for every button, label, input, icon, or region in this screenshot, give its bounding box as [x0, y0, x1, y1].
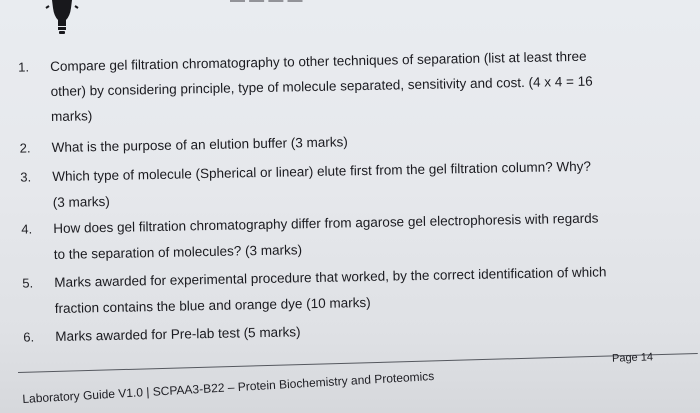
question-text-line: Which type of molecule (Spherical or linear) elute first from the gel filtration column? Why? [52, 158, 592, 185]
question-item [0, 47, 700, 125]
question-item [2, 157, 700, 211]
question-number: 3. [20, 169, 32, 185]
question-text-line: Compare gel filtration chromatography to other techniques of separation (list at least three [49, 48, 587, 75]
question-text-line: other) by considering principle, type of molecule separated, sensitivity and cost. (4 x 4 = 16 [50, 73, 593, 100]
question-text-line: fraction contains the blue and orange dye (10 marks) [54, 294, 371, 316]
question-item [2, 128, 700, 156]
footer-course-title: Laboratory Guide V1.0 | SCPAA3-B22 – Protein Biochemistry and Proteomics [22, 368, 435, 406]
lightbulb-icon [44, 0, 80, 36]
question-number: 1. [17, 59, 30, 75]
partial-heading: — — — — [230, 0, 303, 9]
question-item [3, 209, 700, 263]
question-text-line: Marks awarded for experimental procedure that worked, by the correct identification of which [54, 264, 607, 290]
question-text-line: (3 marks) [52, 193, 110, 211]
question-number: 4. [21, 221, 33, 237]
question-text-line: Marks awarded for Pre-lab test (5 marks) [55, 324, 301, 344]
question-item [5, 317, 700, 345]
question-number: 6. [23, 329, 35, 345]
question-number: 2. [19, 140, 31, 156]
question-text-line: to the separation of molecules? (3 marks) [53, 242, 303, 263]
question-text-line: How does gel filtration chromatography differ from agarose gel electrophoresis with regards [53, 210, 599, 237]
question-text-line: marks) [50, 108, 93, 125]
question-number: 5. [22, 275, 34, 291]
page-number: Page 14 [611, 351, 654, 365]
question-text-line: What is the purpose of an elution buffer (3 marks) [51, 134, 348, 156]
question-item [4, 263, 700, 316]
question-list [0, 47, 700, 360]
